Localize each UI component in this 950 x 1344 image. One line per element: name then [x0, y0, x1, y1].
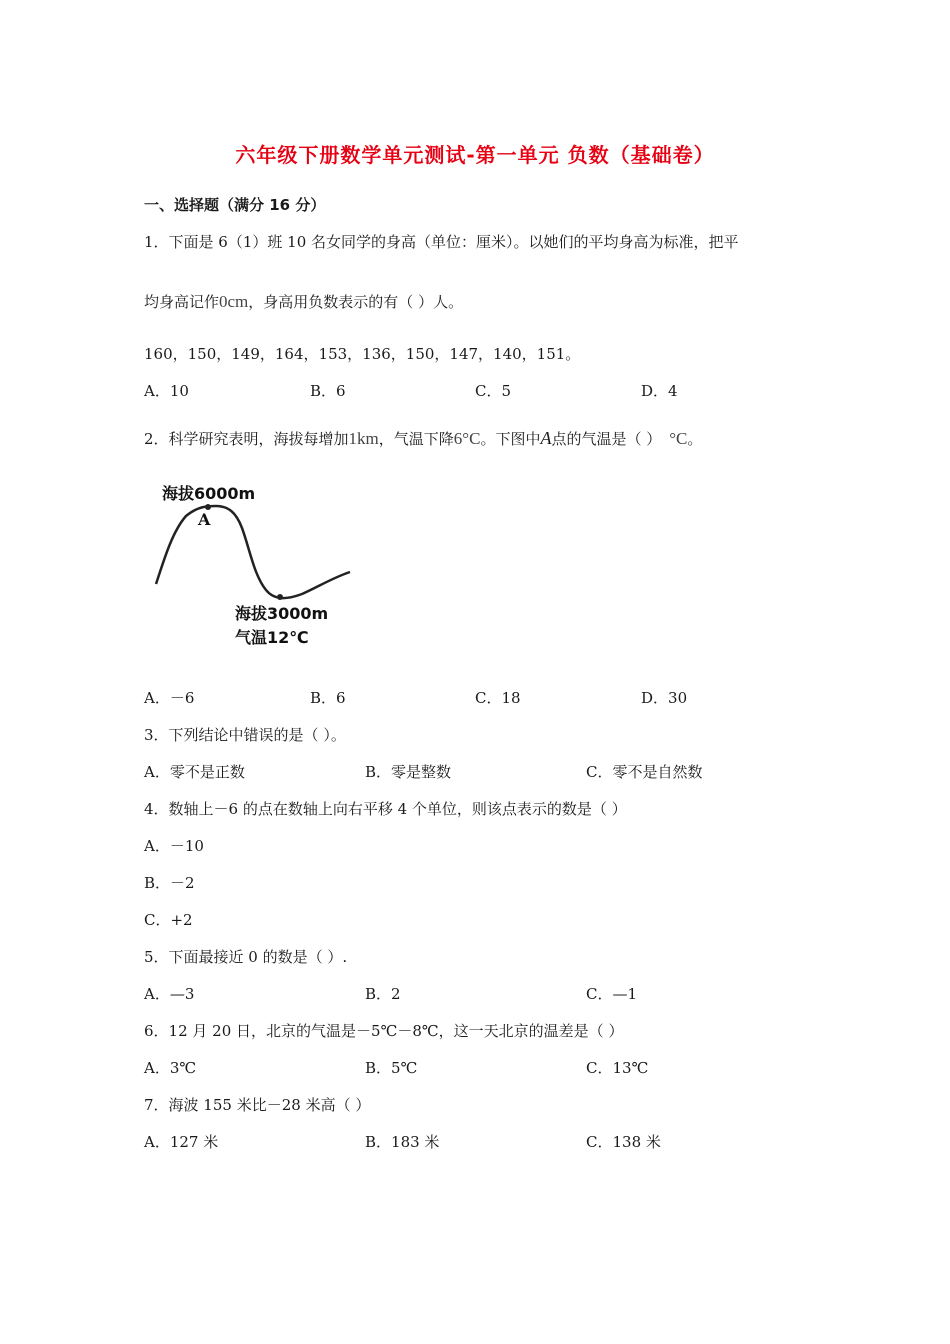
math-expression: 0cm	[219, 292, 249, 311]
option-b: B．6	[310, 689, 346, 707]
question-1-text: 1．下面是 6（1）班 10 名女同学的身高（单位：厘米）。以她们的平均身高为标准，把平	[144, 233, 739, 251]
option-c: C．—1	[586, 985, 638, 1003]
valley-temperature-label: 气温12℃	[235, 628, 309, 647]
section-heading: 一、选择题（满分 16 分）	[144, 196, 326, 214]
question-1-text-continued: 均身高记作0cm，身高用负数表示的有（ ）人。	[144, 292, 464, 311]
math-expression: 1km	[348, 429, 379, 448]
option-a: A．－6	[144, 689, 195, 707]
peak-altitude-label: 海拔6000m	[162, 484, 256, 503]
option-b: B．2	[365, 985, 401, 1003]
math-expression: °C	[669, 429, 688, 448]
math-expression: 6°C	[453, 429, 481, 448]
question-6-text: 6．12 月 20 日，北京的气温是－5℃－8℃，这一天北京的温差是（ ）	[144, 1022, 624, 1040]
option-c: C．5	[475, 382, 512, 400]
option-d: D．30	[641, 689, 688, 707]
page-title: 六年级下册数学单元测试-第一单元 负数（基础卷）	[235, 143, 715, 167]
valley-point	[277, 594, 283, 600]
valley-altitude-label: 海拔3000m	[235, 604, 329, 623]
option-b: B．零是整数	[365, 763, 452, 781]
option-a: A．3℃	[144, 1059, 197, 1077]
point-a-label: A	[198, 510, 211, 529]
question-5-text: 5．下面最接近 0 的数是（ ）.	[144, 948, 348, 966]
option-c: C．13℃	[586, 1059, 649, 1077]
option-b: B．6	[310, 382, 346, 400]
question-3-text: 3．下列结论中错误的是（ ）。	[144, 726, 346, 744]
question-1-data: 160，150，149，164，153，136，150，147，140，151。	[144, 345, 581, 363]
option-d: D．4	[641, 382, 678, 400]
option-a: A．—3	[144, 985, 195, 1003]
question-7-text: 7．海波 155 米比－28 米高（ ）	[144, 1096, 371, 1114]
question-4-text: 4．数轴上－6 的点在数轴上向右平移 4 个单位，则该点表示的数是（ ）	[144, 800, 627, 818]
mountain-curve	[156, 506, 350, 598]
option-c: C．+2	[144, 911, 193, 929]
option-c: C．零不是自然数	[586, 763, 703, 781]
option-c: C．18	[475, 689, 521, 707]
option-a: A．零不是正数	[144, 763, 245, 781]
option-b: B．183 米	[365, 1133, 440, 1151]
option-a: A．127 米	[144, 1133, 219, 1151]
option-c: C．138 米	[586, 1133, 661, 1151]
math-expression: A	[540, 428, 552, 448]
option-a: A．－10	[144, 837, 204, 855]
question-2-text: 2．科学研究表明，海拔每增加1km，气温下降6°C。下图中A点的气温是（ ） °C。	[144, 428, 703, 448]
option-b: B．－2	[144, 874, 195, 892]
option-a: A．10	[144, 382, 189, 400]
option-b: B．5℃	[365, 1059, 418, 1077]
